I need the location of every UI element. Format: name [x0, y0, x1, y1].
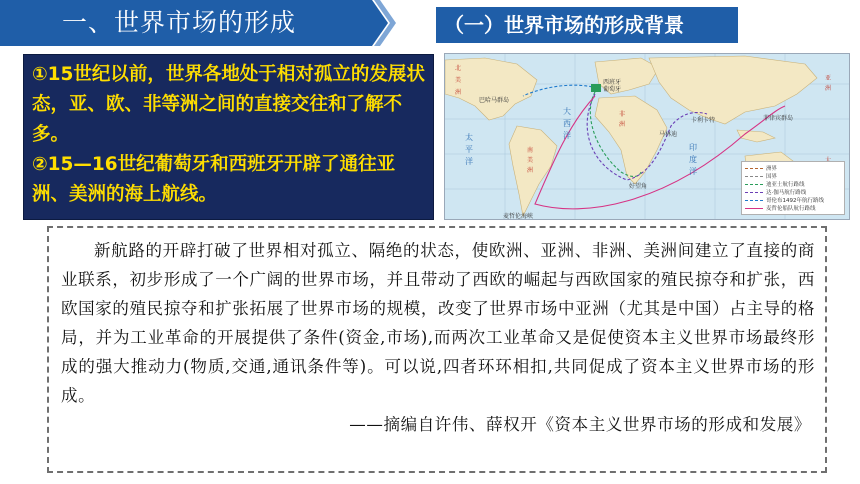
place-label-philippines: 菲律宾群岛 [763, 115, 794, 122]
ocean-label: 印 [689, 143, 697, 152]
region-label: 洲 [825, 85, 832, 92]
region-label: 非 [619, 111, 626, 118]
region-label: 北 [455, 65, 462, 72]
iberia-marker [591, 84, 601, 92]
legend-label: 哥伦布1492年航行路线 [766, 198, 824, 204]
region-label: 美 [527, 157, 534, 164]
legend-label: 麦哲伦船队航行路线 [766, 206, 816, 212]
section-subtitle: （一）世界市场的形成背景 [444, 13, 684, 37]
subtitle-box [436, 7, 738, 43]
place-label-calicut: 卡利卡特 [691, 117, 716, 124]
place-label-spain: 西班牙 [603, 79, 622, 86]
legend-swatch [745, 192, 763, 193]
legend-swatch [745, 200, 763, 201]
map-legend [741, 161, 845, 215]
region-label: 亚 [825, 75, 832, 82]
legend-item [745, 204, 841, 212]
legend-swatch [745, 176, 763, 177]
legend-label: 洲界 [766, 166, 778, 172]
place-label-portugal: 葡萄牙 [603, 86, 622, 93]
key-points-box [23, 54, 434, 220]
region-label: 美 [455, 77, 462, 84]
page-title: 一、世界市场的形成 [62, 8, 297, 37]
legend-item [745, 188, 841, 196]
legend-item [745, 172, 841, 180]
region-label: 洲 [619, 121, 626, 128]
legend-item [745, 180, 841, 188]
legend-item [745, 164, 841, 172]
place-label-cape-of-good-hope: 好望角 [629, 183, 648, 190]
ocean-label: 洋 [465, 157, 473, 166]
ocean-label: 洋 [689, 167, 697, 176]
quote-box [47, 226, 827, 473]
legend-swatch [745, 208, 763, 209]
place-label-bahamas: 巴哈马群岛 [479, 97, 510, 104]
ocean-label: 大 [563, 107, 571, 116]
region-label: 洲 [455, 89, 462, 96]
legend-label: 迪亚士航行路线 [766, 182, 805, 188]
ocean-label: 太 [465, 133, 473, 142]
new-sea-routes-map [444, 53, 850, 220]
legend-label: 达·伽马航行路线 [766, 190, 807, 196]
key-point-2: ②15—16世纪葡萄牙和西班牙开辟了通往亚洲、美洲的海上航线。 [32, 154, 396, 205]
place-label-malindi: 马林迪 [659, 131, 678, 138]
ocean-label: 平 [465, 145, 473, 154]
quote-text: 新航路的开辟打破了世界相对孤立、隔绝的状态，使欧洲、亚洲、非洲、美洲间建立了直接的商业联系，初步形成了一个广阔的世界市场，并且带动了西欧的崛起与西欧国家的殖民掠夺和扩张，西欧国家的殖民掠夺和扩张拓展了世界市场的规模，改变了世界市场中亚洲（尤其是中国）占主导的格局，并为工业革命的开展提供了条件(资金,市场),而两次工业革命又是促使资本主义世界市场最终形成的强大推动力(物质,交通,通讯条件等)。可以说,四者环环相扣,共同促成了资本主义世界市场的形成。 [61, 241, 815, 405]
legend-swatch [745, 168, 763, 169]
legend-label: 国界 [766, 174, 778, 180]
place-label-strait-of-magellan: 麦哲伦海峡 [503, 213, 534, 220]
ocean-label: 度 [689, 155, 697, 164]
legend-item [745, 196, 841, 204]
region-label: 洲 [527, 167, 534, 174]
ocean-label: 洋 [563, 131, 571, 140]
region-label: 南 [527, 147, 534, 154]
key-point-1: ①15世纪以前，世界各地处于相对孤立的发展状态，亚、欧、非等洲之间的直接交往和了解不多。 [32, 64, 425, 145]
legend-swatch [745, 184, 763, 185]
asia-shape [649, 56, 817, 124]
africa-shape [595, 96, 667, 184]
quote-source: ——摘编自许伟、薛权开《资本主义世界市场的形成和发展》 [349, 415, 811, 434]
ocean-label: 西 [563, 119, 571, 128]
